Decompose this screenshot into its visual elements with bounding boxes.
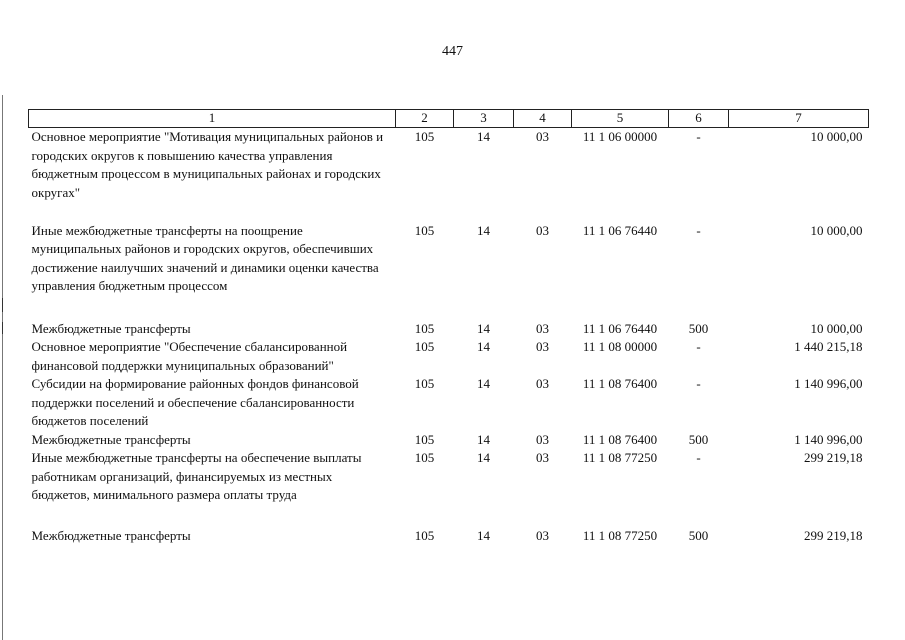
- row-name: Иные межбюджетные трансферты на обеспечение выплаты работникам организаций, финансируемых из местных бюджетов, минимального размера оплаты труда: [31, 450, 362, 502]
- row-code: 105: [414, 339, 435, 354]
- table-row: [29, 527, 869, 546]
- row-target: 11 1 06 00000: [582, 129, 658, 144]
- row-name: Межбюджетные трансферты: [31, 320, 191, 336]
- row-subsection: 03: [536, 528, 549, 543]
- row-code: 105: [414, 528, 435, 543]
- column-header: 1: [29, 110, 396, 128]
- row-section: 14: [477, 222, 490, 238]
- row-code: 105: [414, 222, 435, 238]
- row-section: 14: [477, 129, 490, 144]
- row-code: 105: [414, 320, 435, 336]
- row-type: 500: [688, 528, 709, 543]
- row-section: 14: [477, 320, 490, 336]
- budget-table: [28, 109, 869, 546]
- table-row: [29, 449, 869, 527]
- row-type: 500: [688, 431, 709, 447]
- scan-edge-mark: [2, 322, 3, 334]
- column-header: 6: [669, 110, 729, 128]
- row-type: -: [696, 222, 701, 238]
- row-code: 105: [414, 376, 435, 391]
- row-subsection: 03: [536, 376, 549, 391]
- row-amount: 10 000,00: [810, 129, 863, 144]
- row-code: 105: [414, 450, 435, 465]
- row-subsection: 03: [536, 339, 549, 354]
- row-type: -: [696, 129, 701, 144]
- table-row: [29, 338, 869, 375]
- row-section: 14: [477, 528, 490, 543]
- table-row: [29, 431, 869, 450]
- row-amount: 10 000,00: [810, 222, 863, 238]
- column-header: 4: [514, 110, 572, 128]
- row-name: Межбюджетные трансферты: [31, 431, 191, 447]
- column-header: 5: [572, 110, 669, 128]
- table-row: [29, 320, 869, 339]
- row-subsection: 03: [536, 129, 549, 144]
- scan-left-edge: [2, 95, 3, 640]
- table-row: [29, 128, 869, 222]
- row-name: Основное мероприятие "Мотивация муниципальных районов и городских округов к повышению качества управления бюджетным процессом в муниципальных районах и городских округах": [31, 129, 384, 200]
- row-amount: 1 140 996,00: [794, 431, 863, 447]
- row-subsection: 03: [536, 450, 549, 465]
- row-name: Иные межбюджетные трансферты на поощрение муниципальных районов и городских округов, обеспечивших достижение наилучших значений и динамики оценки качества управления бюджетным процессом: [31, 222, 379, 293]
- column-header: 3: [454, 110, 514, 128]
- row-amount: 10 000,00: [810, 320, 863, 336]
- row-subsection: 03: [536, 222, 549, 238]
- row-name: Субсидии на формирование районных фондов финансовой поддержки поселений и обеспечение сбалансированности бюджетов поселений: [31, 376, 359, 428]
- row-name: Основное мероприятие "Обеспечение сбалансированной финансовой поддержки муниципальных образований": [31, 339, 348, 373]
- row-target: 11 1 08 76400: [582, 376, 658, 391]
- row-code: 105: [414, 129, 435, 144]
- header-row: [29, 110, 869, 128]
- row-amount: 299 219,18: [804, 450, 863, 465]
- row-type: -: [696, 339, 701, 354]
- row-section: 14: [477, 450, 490, 465]
- row-type: -: [696, 376, 701, 391]
- row-section: 14: [477, 376, 490, 391]
- page-number: 447: [442, 44, 463, 59]
- table-row: [29, 375, 869, 431]
- row-type: 500: [688, 320, 709, 336]
- row-target: 11 1 08 76400: [582, 431, 658, 447]
- row-amount: 299 219,18: [804, 528, 863, 543]
- table-row: [29, 222, 869, 320]
- row-target: 11 1 08 77250: [582, 450, 658, 465]
- row-amount: 1 140 996,00: [794, 376, 863, 391]
- row-target: 11 1 08 00000: [582, 339, 658, 354]
- column-header: 2: [396, 110, 454, 128]
- row-section: 14: [477, 431, 490, 447]
- row-subsection: 03: [536, 431, 549, 447]
- row-target: 11 1 06 76440: [582, 320, 658, 336]
- scan-edge-mark: [2, 298, 3, 312]
- row-subsection: 03: [536, 320, 549, 336]
- row-section: 14: [477, 339, 490, 354]
- column-header: 7: [729, 110, 869, 128]
- row-target: 11 1 08 77250: [582, 528, 658, 543]
- row-amount: 1 440 215,18: [794, 339, 863, 354]
- row-name: Межбюджетные трансферты: [31, 528, 191, 543]
- row-code: 105: [414, 431, 435, 447]
- row-type: -: [696, 450, 701, 465]
- row-target: 11 1 06 76440: [582, 222, 658, 238]
